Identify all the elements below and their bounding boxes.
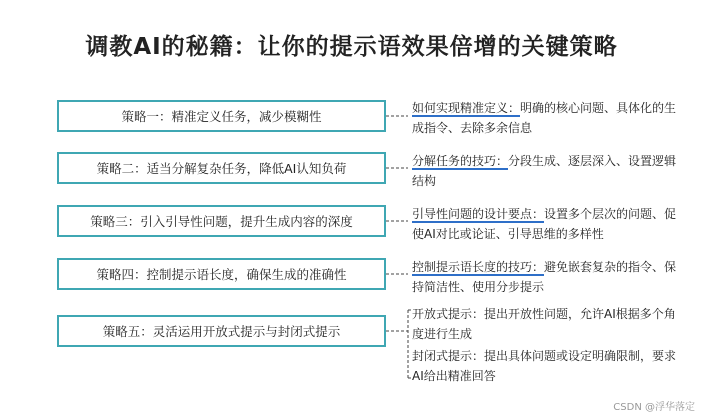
desc-text: 避免嵌套复杂的指令、保持简洁性、使用分步提示 (412, 260, 677, 294)
strategy-label: 策略二：适当分解复杂任务，降低AI认知负荷 (96, 161, 347, 176)
desc-heading: 分解任务的技巧： (412, 154, 509, 168)
desc-text: 设置多个层次的问题、促使AI对比或论证、引导思维的多样性 (412, 207, 677, 241)
desc-heading: 控制提示语长度的技巧： (412, 260, 545, 274)
strategy-desc-4 (412, 257, 687, 297)
strategy-label: 策略一：精准定义任务，减少模糊性 (121, 109, 322, 124)
strategy-box-3 (57, 205, 386, 237)
strategy-box-1 (57, 100, 386, 132)
desc-text: 明确的核心问题、具体化的生成指令、去除多余信息 (412, 101, 677, 135)
desc-heading: 引导性问题的设计要点： (412, 207, 545, 221)
desc-heading: 封闭式提示： (412, 349, 485, 363)
strategy-label: 策略五：灵活运用开放式提示与封闭式提示 (102, 324, 341, 339)
strategy-box-4 (57, 258, 386, 290)
desc-text: 分段生成、逐层深入、设置逻辑结构 (412, 154, 677, 188)
desc-heading: 如何实现精准定义： (412, 101, 521, 115)
strategy-box-5 (57, 315, 386, 347)
strategy-desc-5b (412, 346, 687, 386)
strategy-desc-3 (412, 204, 687, 244)
desc-text: 提出具体问题或设定明确限制，要求AI给出精准回答 (412, 349, 677, 383)
strategy-desc-1 (412, 98, 687, 138)
strategy-label: 策略三：引入引导性问题，提升生成内容的深度 (90, 214, 353, 229)
page-title: 调教AI的秘籍：让你的提示语效果倍增的关键策略 (85, 34, 618, 60)
strategy-desc-5a (412, 304, 687, 344)
desc-heading: 开放式提示： (412, 307, 485, 321)
strategy-desc-2 (412, 151, 687, 191)
strategy-box-2 (57, 152, 386, 184)
desc-text: 提出开放性问题，允许AI根据多个角度进行生成 (412, 307, 676, 341)
watermark: CSDN @浮华落定 (613, 402, 695, 413)
strategy-label: 策略四：控制提示语长度，确保生成的准确性 (96, 267, 347, 282)
